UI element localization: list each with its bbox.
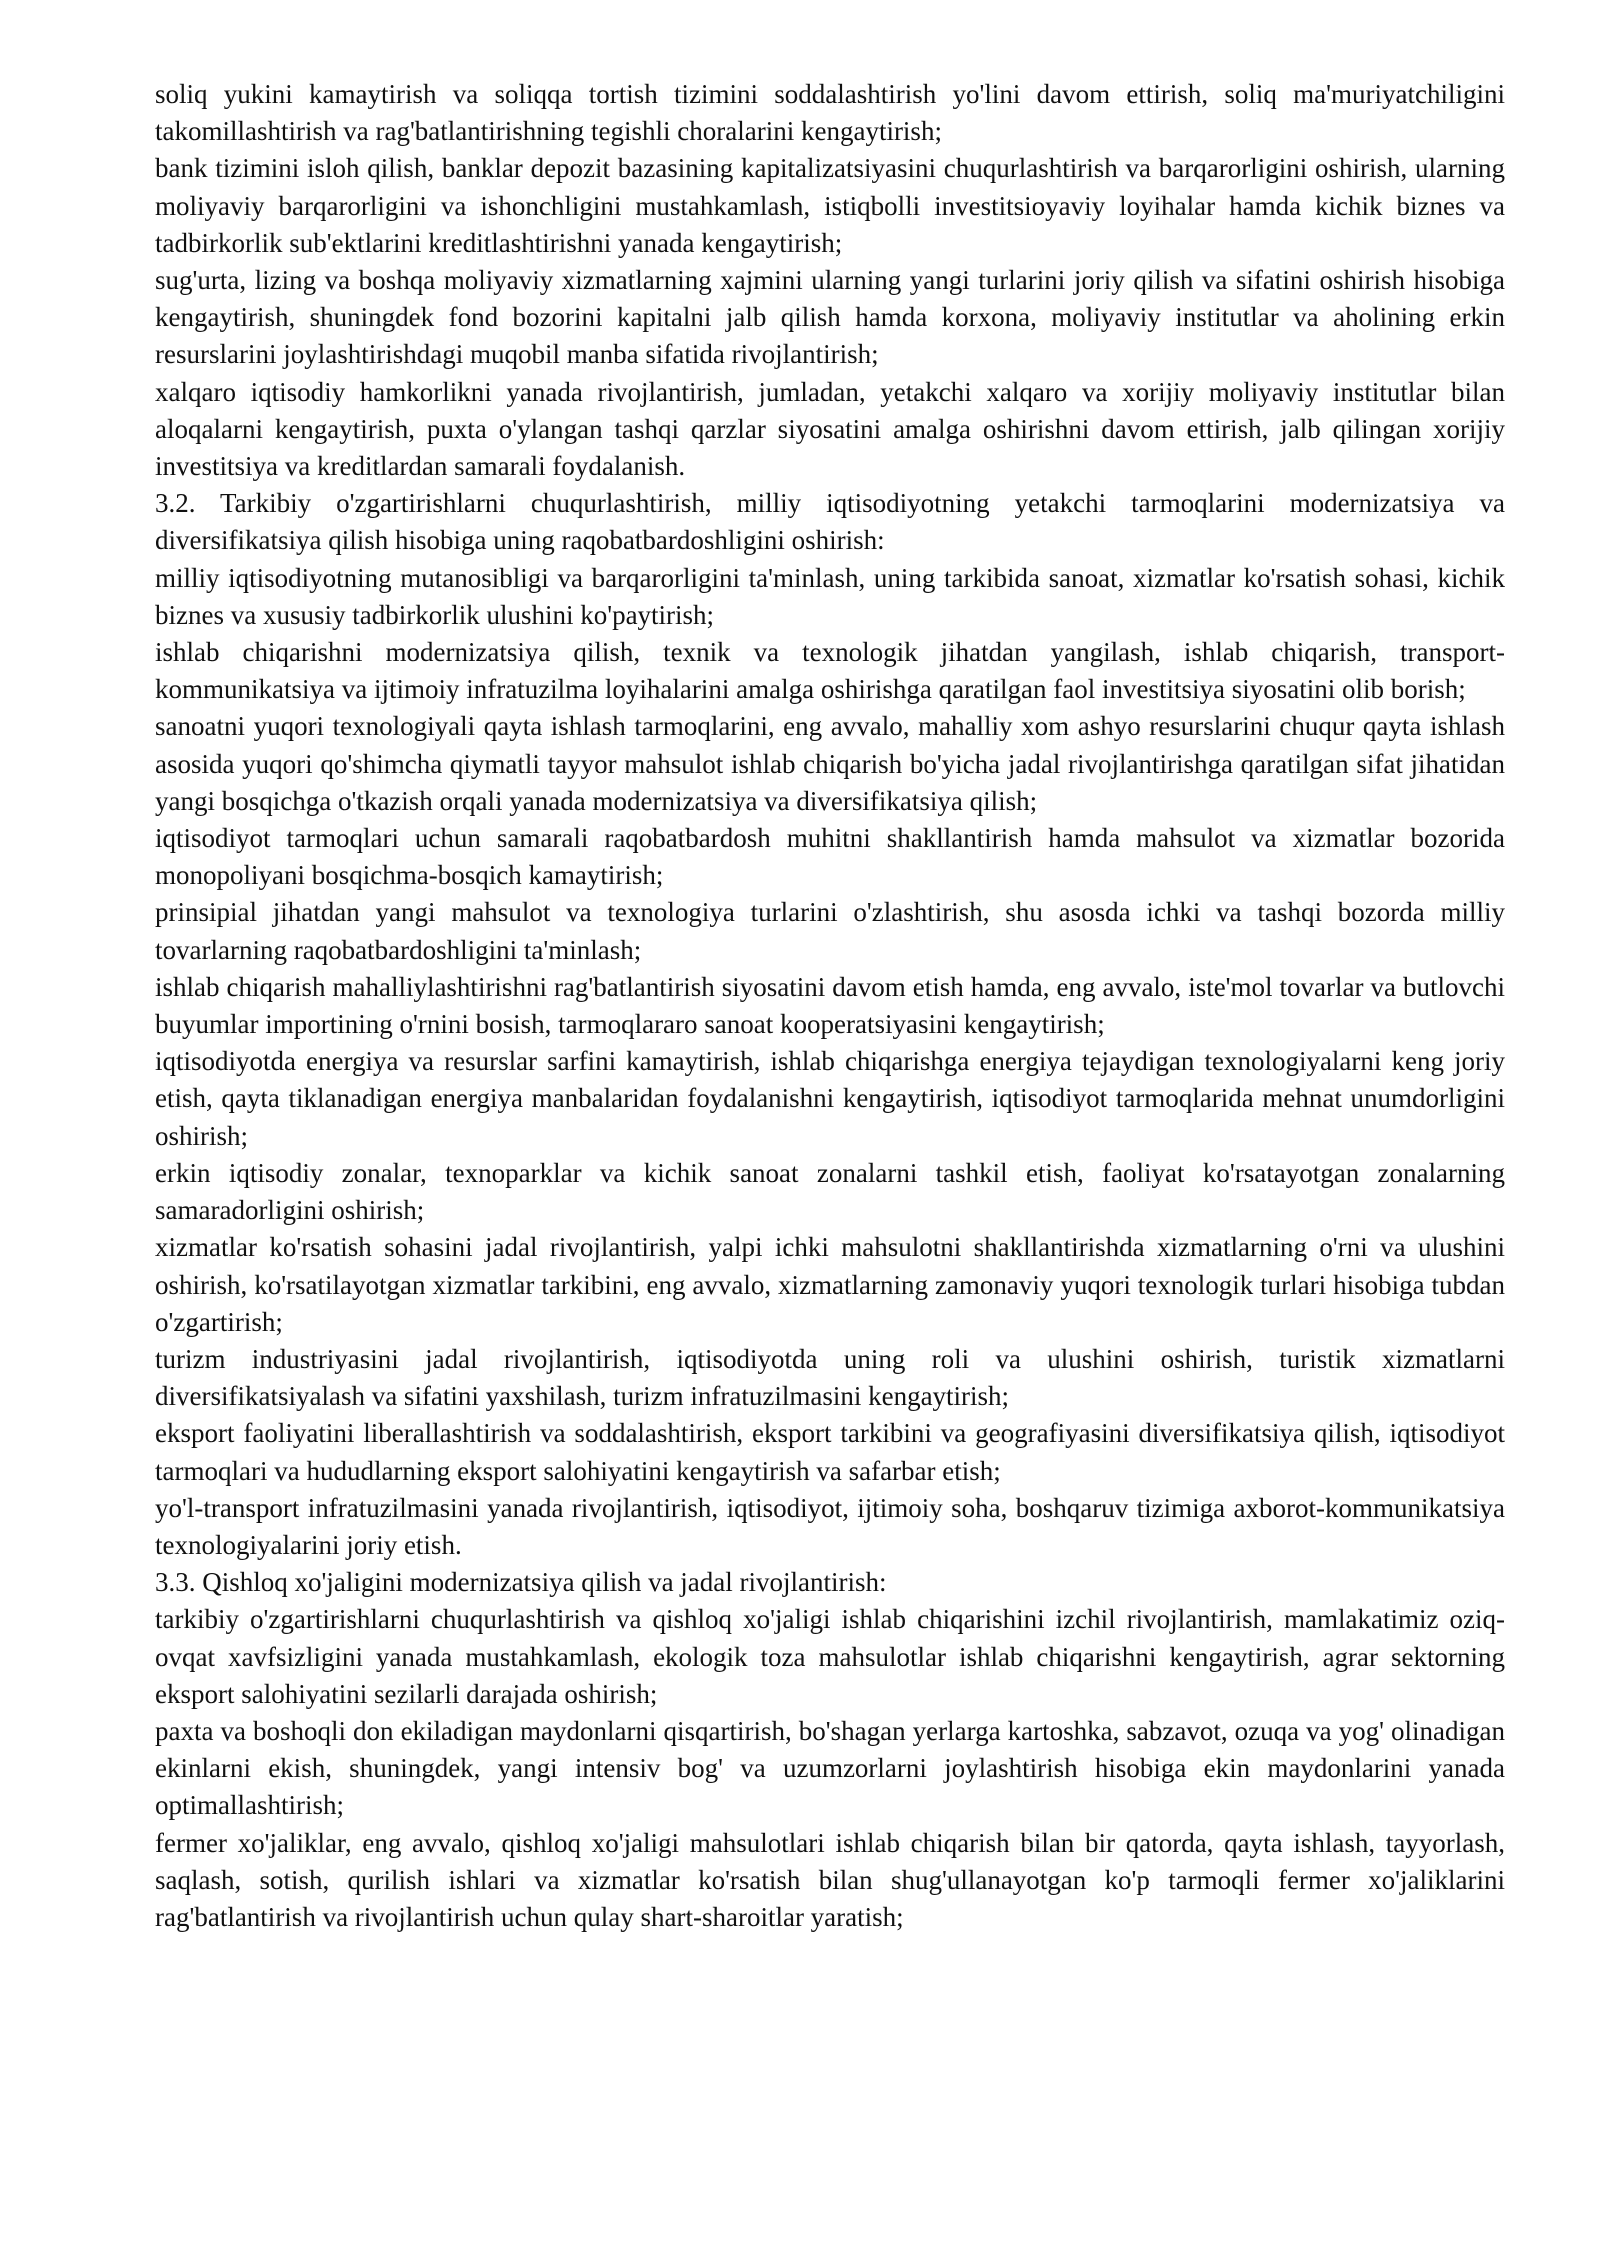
paragraph-free-economic-zones: erkin iqtisodiy zonalar, texnoparklar va kichik sanoat zonalarni tashkil etish, faoliyat ko'rsatayotgan zonalarning samaradorligini oshirish; (155, 1157, 1505, 1226)
paragraph-tourism: turizm industriyasini jadal rivojlantirish, iqtisodiyotda uning roli va ulushini oshirish, turistik xizmatlarni diversifikatsiyalash va sifatini yaxshilash, turizm infratuzilmasini kengaytirish; (155, 1343, 1505, 1412)
paragraph-industry-processing: sanoatni yuqori texnologiyali qayta ishlash tarmoqlarini, eng avvalo, mahalliy xom ashyo resurslarini chuqur qayta ishlash asosida yuqori qo'shimcha qiymatli tayyor mahsulot ishlab chiqarish bo'yicha jadal rivojlantirishga qaratilgan sifat jihatidan yangi bosqichga o'tkazish orqali yanada modernizatsiya va diversifikatsiya qilish; (155, 711, 1505, 816)
paragraph-production-modernization: ishlab chiqarishni modernizatsiya qilish, texnik va texnologik jihatdan yangilash, ishlab chiqarish, transport-kommunikatsiya va ijtimoiy infratuzilma loyihalarini amalga oshirishga qaratilgan faol investitsiya siyosatini olib borish; (155, 637, 1505, 705)
paragraph-bank-reform: bank tizimini isloh qilish, banklar depozit bazasining kapitalizatsiyasini chuqurlashtirish va barqarorligini oshirish, ularning moliyaviy barqarorligini va ishonchligini mustahkamlash, istiqbolli investitsioyaviy loyihalar hamda kichik biznes va tadbirkorlik sub'ektlarini kreditlashtirishni yanada kengaytirish; (155, 153, 1505, 258)
paragraph-transport-infrastructure: yo'l-transport infratuzilmasini yanada rivojlantirish, iqtisodiyot, ijtimoiy soha, boshqaruv tizimiga axborot-kommunikatsiya texnologiyalarini joriy etish. (155, 1492, 1505, 1560)
paragraph-services-sector: xizmatlar ko'rsatish sohasini jadal rivojlantirish, yalpi ichki mahsulotni shakllantirishda xizmatlarning o'rni va ulushini oshirish, ko'rsatilayotgan xizmatlar tarkibini, eng avvalo, xizmatlarning zamonaviy yuqori texnologik turlari hisobiga tubdan o'zgartirish; (155, 1232, 1505, 1337)
paragraph-international-cooperation: xalqaro iqtisodiy hamkorlikni yanada rivojlantirish, jumladan, yetakchi xalqaro va xorijiy moliyaviy institutlar bilan aloqalarni kengaytirish, puxta o'ylangan tashqi qarzlar siyosatini amalga oshirishni davom ettirish, jalb qilingan xorijiy investitsiya va kreditlardan samarali foydalanish. (155, 376, 1505, 482)
paragraph-new-products: prinsipial jihatdan yangi mahsulot va texnologiya turlarini o'zlashtirish, shu asosda ichki va tashqi bozorda milliy tovarlarning raqobatbardoshligini ta'minlash; (155, 897, 1505, 965)
paragraph-agriculture-structure: tarkibiy o'zgartirishlarni chuqurlashtirish va qishloq xo'jaligi ishlab chiqarishini izchil rivojlantirish, mamlakatimiz oziq-ovqat xavfsizligini yanada mustahkamlash, ekologik toza mahsulotlar ishlab chiqarishni kengaytirish, agrar sektorning eksport salohiyatini sezilarli darajada oshirish; (155, 1604, 1505, 1709)
paragraph-localization: ishlab chiqarish mahalliylashtirishni rag'batlantirish siyosatini davom etish hamda, eng avvalo, iste'mol tovarlar va butlovchi buyumlar importining o'rnini bosish, tarmoqlararo sanoat kooperatsiyasini kengaytirish; (155, 971, 1505, 1040)
section-heading-3-3: 3.3. Qishloq xo'jaligini modernizatsiya qilish va jadal rivojlantirish: (155, 1567, 887, 1598)
paragraph-crop-optimization: paxta va boshoqli don ekiladigan maydonlarni qisqartirish, bo'shagan yerlarga kartoshka, sabzavot, ozuqa va yog' olinadigan ekinlarni ekish, shuningdek, yangi intensiv bog' va uzumzorlarni joylashtirish hisobiga ekin maydonlarini yanada optimallashtirish; (155, 1715, 1505, 1821)
paragraph-export: eksport faoliyatini liberallashtirish va soddalashtirish, eksport tarkibini va geografiyasini diversifikatsiya qilish, iqtisodiyot tarmoqlari va hududlarning eksport salohiyatini kengaytirish va safarbar etish; (155, 1418, 1505, 1486)
paragraph-farmers: fermer xo'jaliklar, eng avvalo, qishloq xo'jaligi mahsulotlari ishlab chiqarish bilan bir qatorda, qayta ishlash, tayyorlash, saqlash, sotish, qurilish ishlari va xizmatlar ko'rsatish bilan shug'ullanayotgan ko'p tarmoqli fermer xo'jaliklarini rag'batlantirish va rivojlantirish uchun qulay shart-sharoitlar yaratish; (155, 1827, 1505, 1932)
paragraph-competition: iqtisodiyot tarmoqlari uchun samarali raqobatbardosh muhitni shakllantirish hamda mahsulot va xizmatlar bozorida monopoliyani bosqichma-bosqich kamaytirish; (155, 823, 1505, 891)
paragraph-economy-balance: milliy iqtisodiyotning mutanosibligi va barqarorligini ta'minlash, uning tarkibida sanoat, xizmatlar ko'rsatish sohasi, kichik biznes va xususiy tadbirkorlik ulushini ko'paytirish; (155, 562, 1505, 630)
document-page (155, 76, 1505, 1936)
section-heading-3-2: 3.2. Tarkibiy o'zgartirishlarni chuqurlashtirish, milliy iqtisodiyotning yetakchi tarmoqlarini modernizatsiya va diversifikatsiya qilish hisobiga uning raqobatbardoshligini oshirish: (155, 488, 1505, 556)
paragraph-energy-efficiency: iqtisodiyotda energiya va resurslar sarfini kamaytirish, ishlab chiqarishga energiya tejaydigan texnologiyalarni keng joriy etish, qayta tiklanadigan energiya manbalaridan foydalanishni kengaytirish, iqtisodiyot tarmoqlarida mehnat unumdorligini oshirish; (155, 1046, 1505, 1151)
paragraph-tax-burden: soliq yukini kamaytirish va soliqqa tortish tizimini soddalashtirish yo'lini davom ettirish, soliq ma'muriyatchiligini takomillashtirish va rag'batlantirishning tegishli choralarini kengaytirish; (155, 79, 1505, 147)
paragraph-insurance-leasing: sug'urta, lizing va boshqa moliyaviy xizmatlarning xajmini ularning yangi turlarini joriy qilish va sifatini oshirish hisobiga kengaytirish, shuningdek fond bozorini kapitalni jalb qilish hamda korxona, moliyaviy institutlar va aholining erkin resurslarini joylashtirishdagi muqobil manba sifatida rivojlantirish; (155, 265, 1505, 370)
